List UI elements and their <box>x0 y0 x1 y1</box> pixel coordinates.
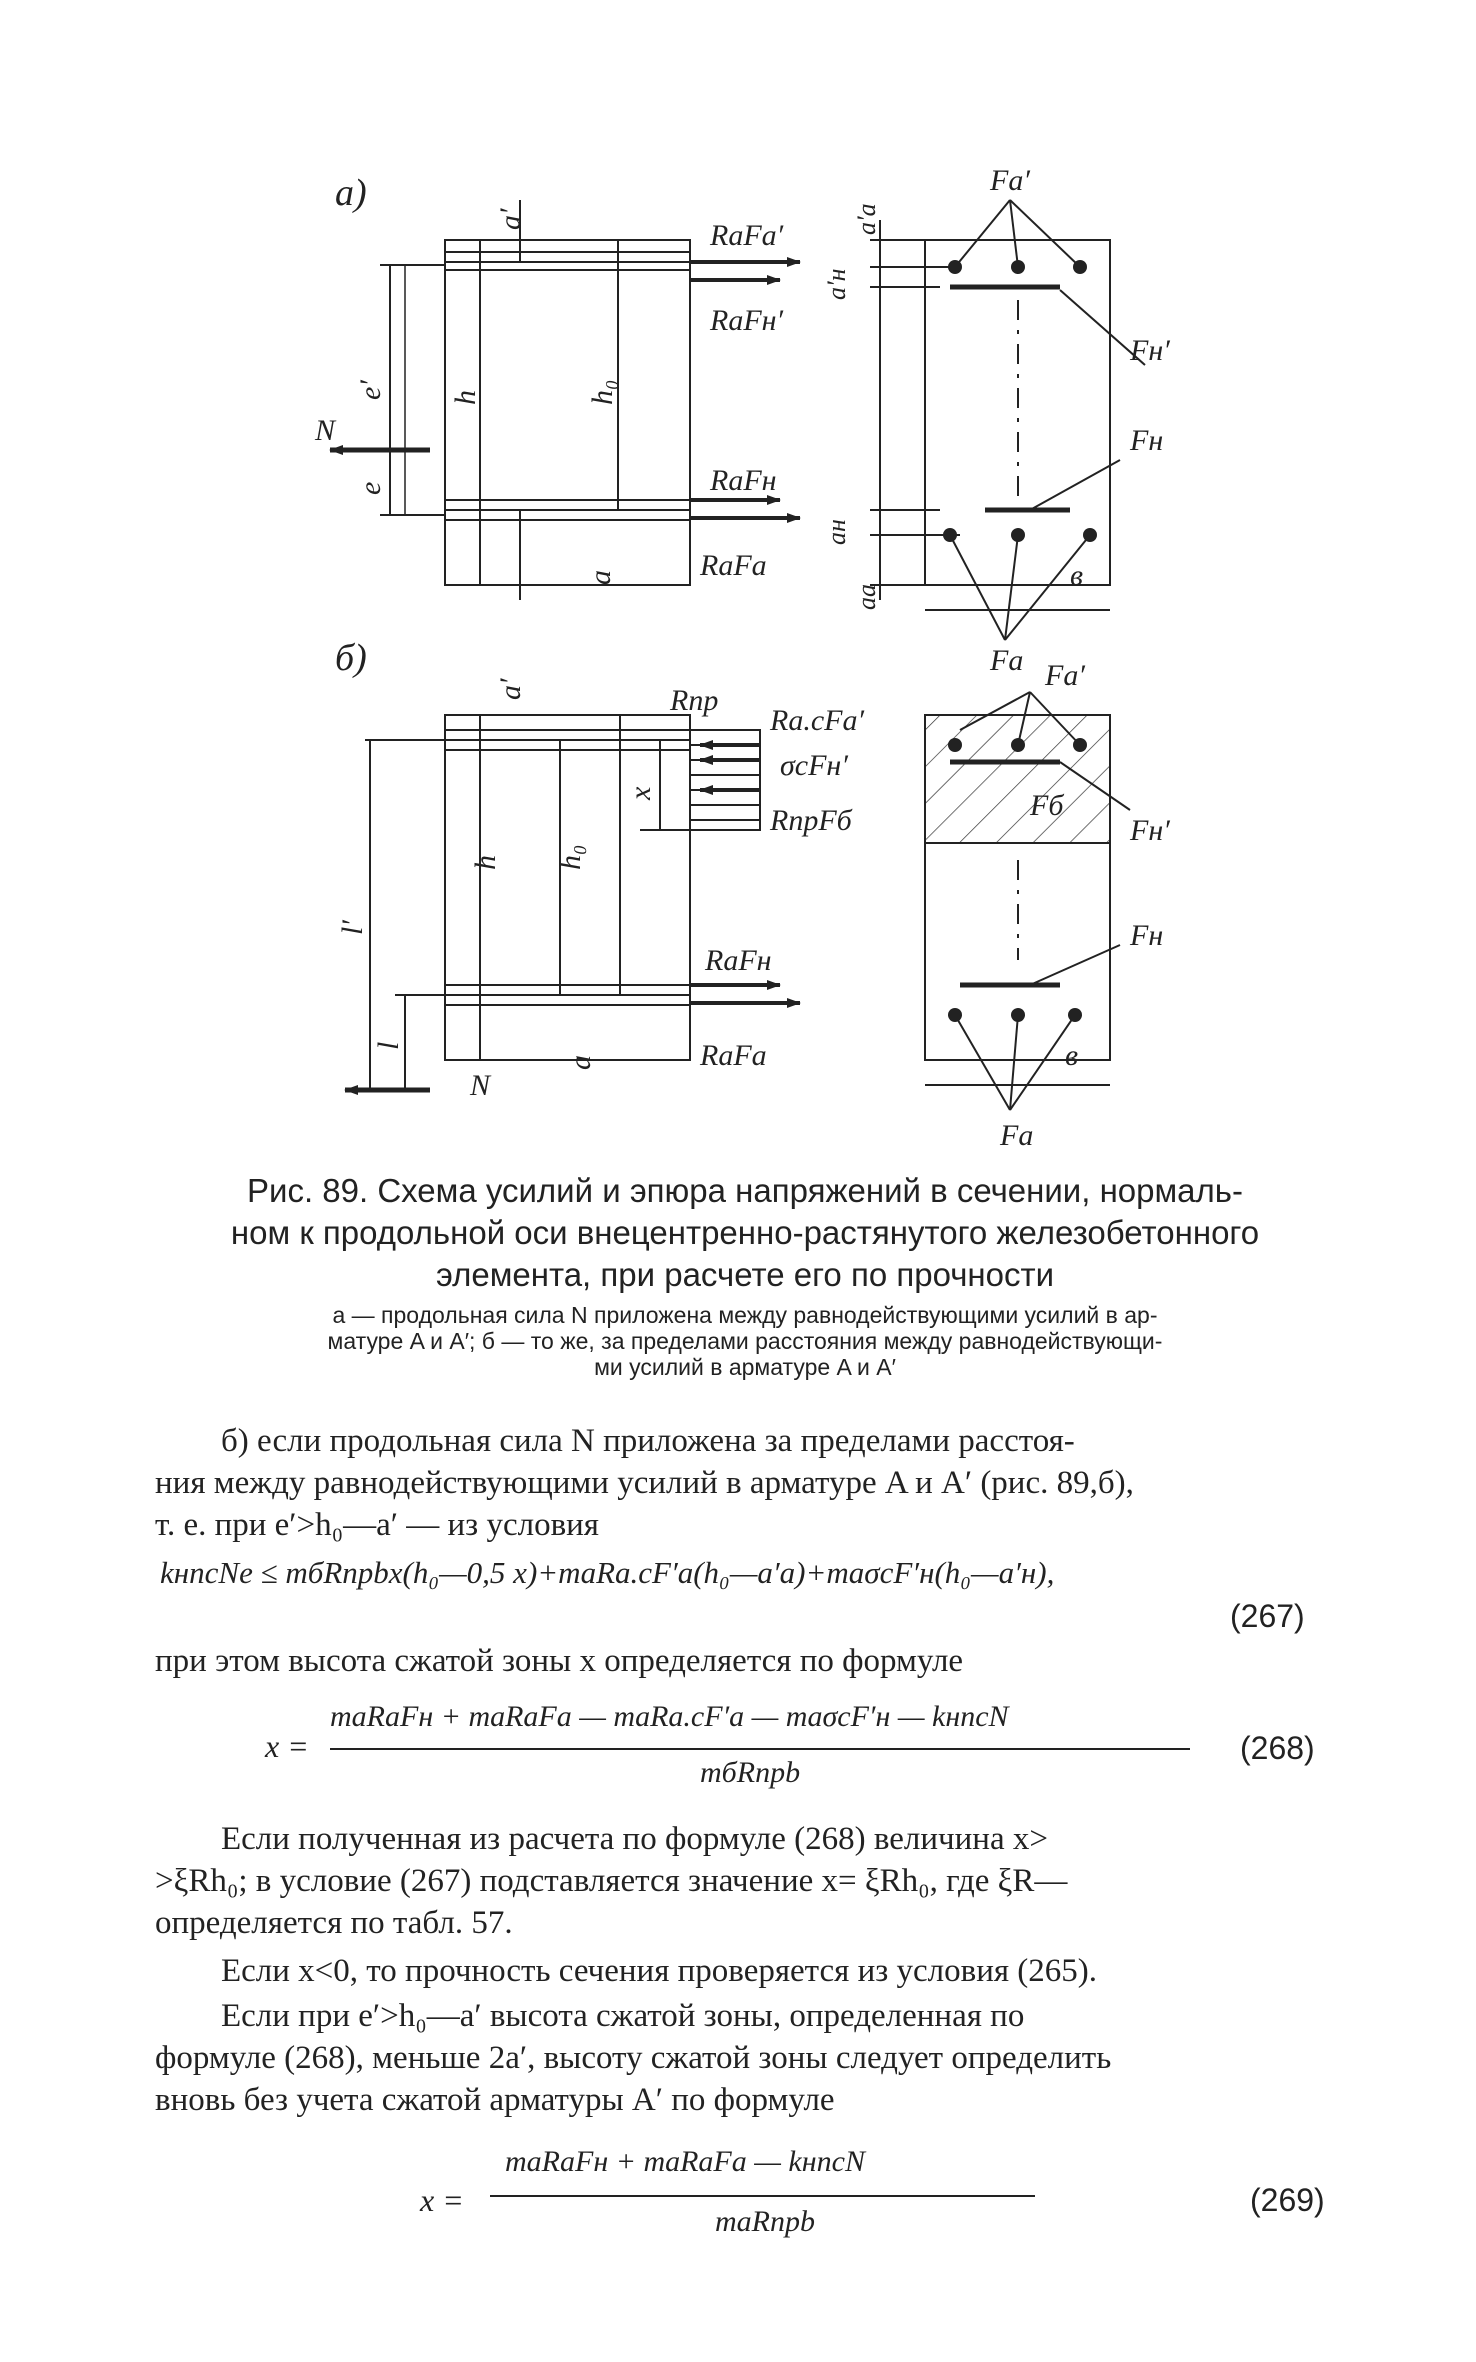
label-l-prime: l′ <box>336 920 369 935</box>
label-RaFa-b: RaFa <box>700 1039 767 1072</box>
label-RaFa-top: RaFa′ <box>710 219 784 252</box>
label-l: l <box>372 1041 405 1050</box>
figure-subcaption-line1: а — продольная сила N приложена между равнодействующими усилий в ар- <box>332 1302 1158 1328</box>
label-RaFn-top: RaFн′ <box>710 304 784 337</box>
panel-b-label: б) <box>335 637 367 679</box>
label-a-top: a′ <box>494 208 527 230</box>
paragraph-3-line3: определяется по табл. 57. <box>155 1905 513 1941</box>
label-x: x <box>624 786 657 800</box>
label-Rpr: Rпр <box>670 684 719 717</box>
label-Fa-b: Fa <box>1000 1119 1034 1152</box>
label-N-b: N <box>470 1069 491 1102</box>
paragraph-3-line2: >ξRh₀; в условие (267) подставляется значение x= ξRh₀, где ξR— <box>155 1863 1068 1899</box>
equation-268-lhs: x = <box>265 1728 309 1764</box>
equation-268-number: (268) <box>1240 1730 1315 1766</box>
label-Fb: Fб <box>1030 789 1064 822</box>
panel-a-label: а) <box>335 172 367 214</box>
label-RaFa-bot: RaFa <box>700 549 767 582</box>
label-Fa-a: Fa <box>990 644 1024 677</box>
label-RaFn-bot: RaFн <box>710 464 777 497</box>
equation-267: kнncNe ≤ mбRпрbx(h₀—0,5 x)+maRa.cF′a(h₀—a′a)+maσcF′н(h₀—a′н), <box>160 1555 1055 1590</box>
label-a-bot: a <box>584 570 617 585</box>
label-b-a: в <box>1070 559 1084 592</box>
equation-269-number: (269) <box>1250 2182 1325 2218</box>
label-an-top: a′н <box>822 268 851 300</box>
figure-caption-line1: Рис. 89. Схема усилий и эпюра напряжений в сечении, нормаль- <box>247 1172 1243 1209</box>
figure-subcaption-line2: матуре A и A′; б — то же, за пределами расстояния между равнодействующи- <box>327 1328 1163 1354</box>
label-Fn-b: Fн <box>1130 919 1164 952</box>
label-a-bot-b: a <box>564 1055 597 1070</box>
label-b-b: в <box>1065 1039 1079 1072</box>
label-Fn-top-b: Fн′ <box>1130 814 1170 847</box>
equation-267-number: (267) <box>1230 1598 1305 1634</box>
label-h0-a: h₀ <box>586 379 619 405</box>
label-h-b: h <box>469 855 502 870</box>
equation-268-numerator: maRaFн + maRaFa — maRa.cF′a — maσcF′н — kнncN <box>330 1700 1009 1733</box>
equation-268-denominator: mбRпрb <box>700 1756 801 1789</box>
figure-89 <box>0 0 1476 1160</box>
figure-caption-line2: ном к продольной оси внецентренно-растянутого железобетонного <box>230 1214 1260 1251</box>
figure-caption-line3: элемента, при расчете его по прочности <box>435 1256 1055 1293</box>
paragraph-3-line1: Если полученная из расчета по формуле (268) величина x> <box>221 1821 1048 1857</box>
paragraph-4: Если x<0, то прочность сечения проверяется из условия (265). <box>221 1953 1098 1989</box>
label-h0-b: h₀ <box>554 844 587 870</box>
paragraph-5-line2: формуле (268), меньше 2a′, высоту сжатой зоны следует определить <box>155 2040 1112 2076</box>
figure-subcaption-line3: ми усилий в арматуре A и A′ <box>594 1354 896 1380</box>
equation-269-fraction-bar <box>490 2195 1035 2197</box>
label-RaFn-b: RaFн <box>705 944 772 977</box>
label-Fn-top-a: Fн′ <box>1130 334 1170 367</box>
label-Fa-top-a: Fa′ <box>990 164 1030 197</box>
section-b <box>925 692 1130 1110</box>
section-a <box>870 200 1145 640</box>
label-aa: aa <box>852 584 881 610</box>
equation-268-fraction-bar <box>330 1748 1190 1750</box>
label-e-prime: e′ <box>354 380 387 400</box>
label-Rpr-Fb: RпрFб <box>770 804 852 837</box>
label-a-top-b: a′ <box>494 678 527 700</box>
label-Fa-top-b: Fa′ <box>1045 659 1085 692</box>
label-N-a: N <box>315 414 336 447</box>
equation-269-lhs: x = <box>420 2182 464 2218</box>
paragraph-1-line1: б) если продольная сила N приложена за пределами расстоя- <box>221 1423 1075 1459</box>
equation-269-numerator: maRaFн + maRaFa — kнncN <box>505 2145 865 2178</box>
paragraph-5-line3: вновь без учета сжатой арматуры A′ по формуле <box>155 2082 835 2118</box>
paragraph-5-line1: Если при e′>h₀—a′ высота сжатой зоны, определенная по <box>221 1998 1025 2034</box>
label-Rac-Fa: Ra.cFa′ <box>770 704 865 737</box>
paragraph-1-line2: ния между равнодействующими усилий в арматуре A и A′ (рис. 89,б), <box>155 1465 1134 1501</box>
element-b-side <box>365 715 760 1090</box>
element-a-side <box>380 200 690 600</box>
label-an: aн <box>822 519 851 545</box>
paragraph-1-line3: т. е. при e′>h₀—a′ — из условия <box>155 1507 599 1543</box>
label-Fn-a: Fн <box>1130 424 1164 457</box>
label-aa-top: a′a <box>852 203 881 235</box>
label-h-a: h <box>449 390 482 405</box>
equation-269-denominator: maRпрb <box>715 2205 815 2238</box>
label-e: e <box>354 481 387 495</box>
label-sigma-Fn: σcFн′ <box>780 749 848 782</box>
paragraph-2: при этом высота сжатой зоны x определяется по формуле <box>155 1643 964 1679</box>
